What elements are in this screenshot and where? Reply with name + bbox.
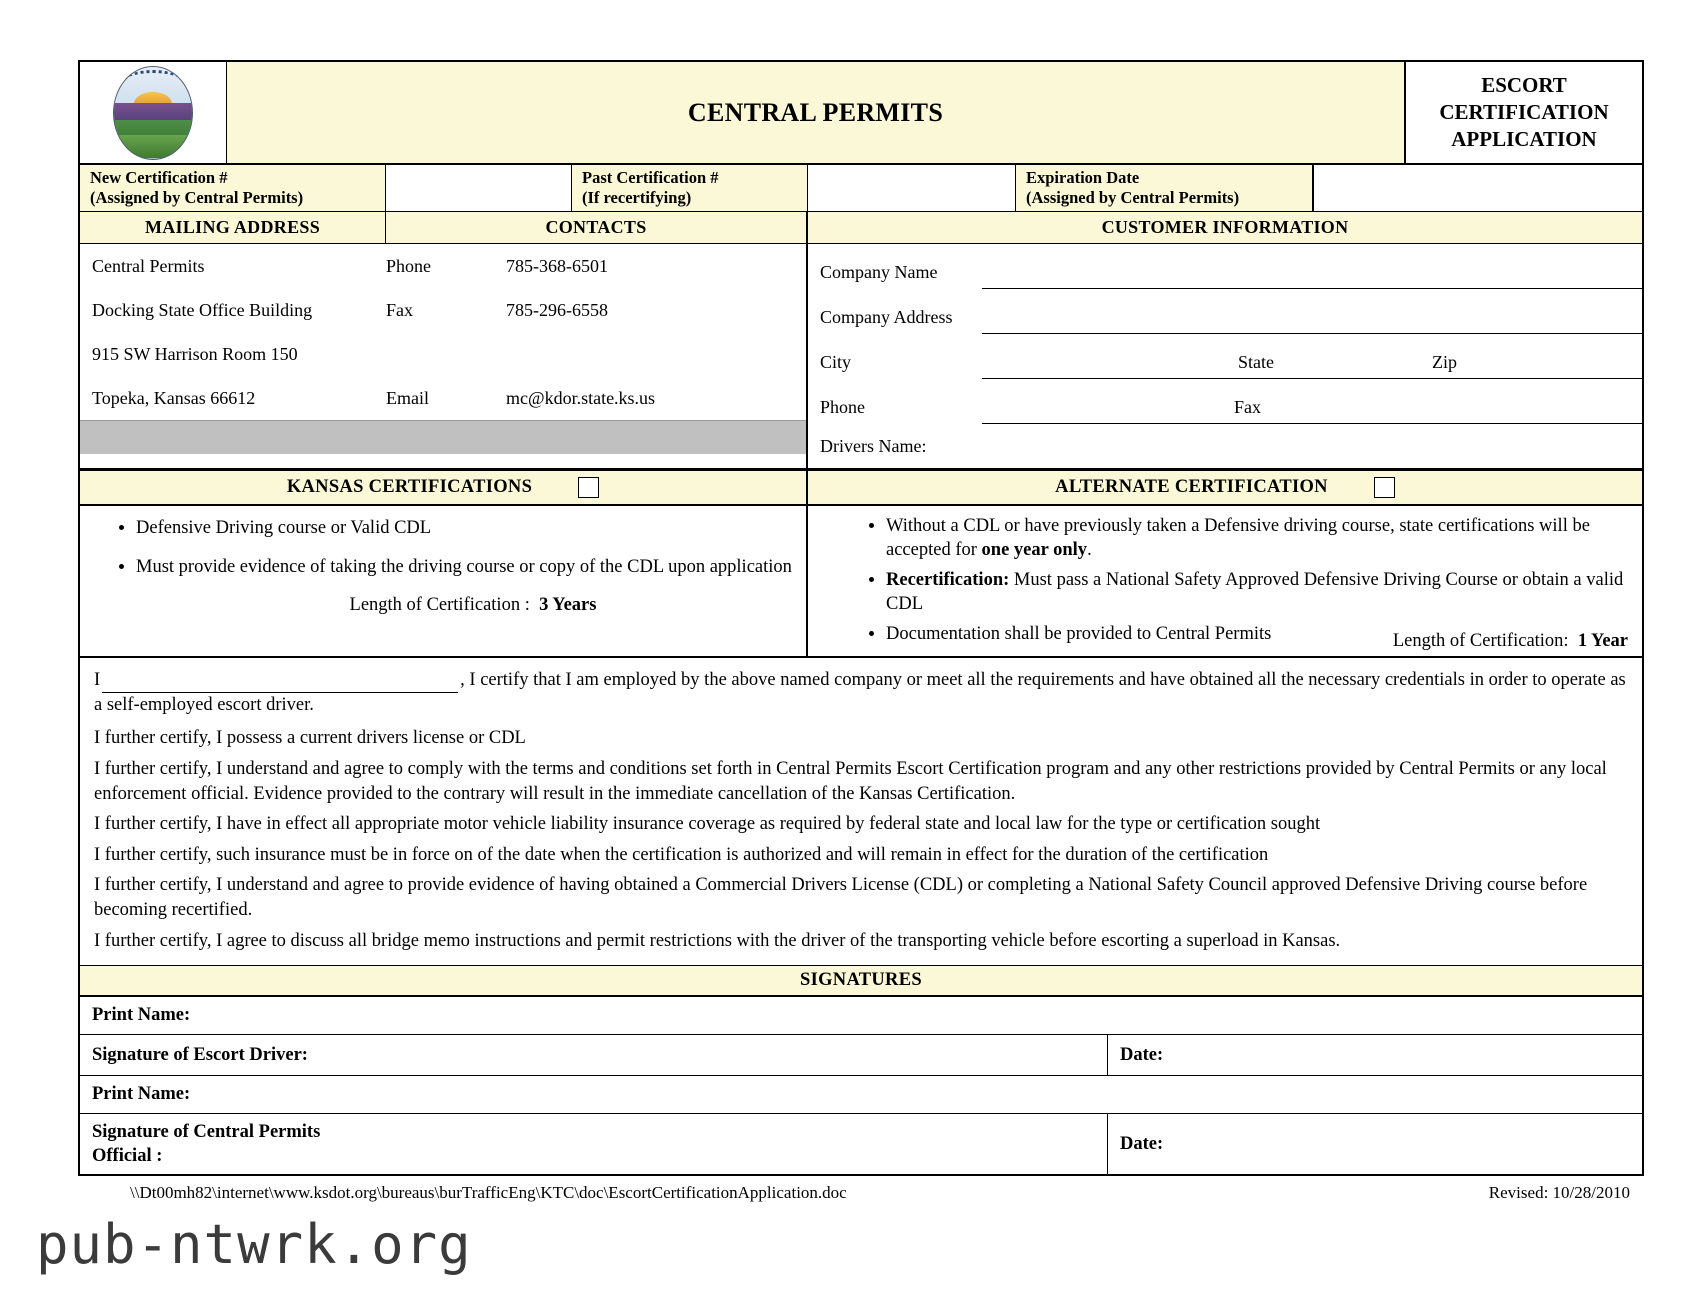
print-name-1-label[interactable]: Print Name: — [92, 1005, 191, 1026]
page-title: CENTRAL PERMITS — [687, 97, 944, 127]
certification-numbers-row — [80, 165, 1642, 212]
footer-revised-date: Revised: 10/28/2010 — [1488, 1183, 1630, 1202]
customer-company-address-row — [808, 289, 1642, 334]
list-item — [886, 514, 1630, 562]
signatures-section-title: SIGNATURES — [80, 966, 1642, 997]
gray-spacer-strip — [80, 420, 806, 454]
contact-label-phone: Phone — [386, 255, 431, 276]
header-document-type — [1406, 62, 1642, 163]
list-item: • Must provide evidence of taking the driving course or copy of the CDL upon application — [136, 555, 794, 579]
contact-label-fax: Fax — [386, 299, 413, 320]
mailing-line-4: Topeka, Kansas 66612 — [92, 387, 256, 408]
certification-statements — [80, 658, 1642, 966]
alt-bullet-3-pre: Documentation shall be provided to Central Permits — [886, 624, 1272, 645]
kansas-certifications-header — [80, 471, 808, 504]
expiration-date-label-line2: (Assigned by Central Permits) — [1026, 188, 1240, 207]
section-title-mailing-address: MAILING ADDRESS — [80, 212, 386, 243]
customer-phone-label: Phone — [820, 397, 865, 417]
certify-p1-post: , I certify that I am employed by the above named company or meet all the requirements and have obtained all the necessary credentials in order to operate as a self-employed escort driver. — [94, 670, 1626, 715]
alternate-certification-title: ALTERNATE CERTIFICATION — [1055, 477, 1328, 497]
table-row — [80, 1035, 1642, 1076]
contact-label-email: Email — [386, 387, 429, 408]
alternate-certification-bullets — [842, 514, 1630, 646]
info-line-3 — [80, 332, 806, 376]
customer-phone-fax-inputs[interactable] — [982, 379, 1642, 424]
info-line-2 — [80, 288, 806, 332]
company-name-input[interactable] — [982, 244, 1642, 289]
table-row — [80, 1076, 1642, 1114]
customer-information-fields — [808, 244, 1642, 468]
customer-city-state-zip-row — [808, 334, 1642, 379]
new-certification-label-cell — [80, 165, 386, 211]
doc-type-line-3: APPLICATION — [1451, 126, 1597, 151]
certify-paragraph-1 — [94, 668, 1628, 717]
certification-bodies-row — [80, 506, 1642, 658]
certification-headers-row — [80, 470, 1642, 506]
certify-paragraph-4: I further certify, I have in effect all appropriate motor vehicle liability insurance coverage as required by federal state and local law for the type or certification sought — [94, 814, 1321, 835]
kansas-certifications-title: KANSAS CERTIFICATIONS — [286, 477, 533, 497]
certify-paragraph-3: I further certify, I understand and agree to comply with the terms and conditions set forth in Central Permits Escort Certification program and any other restrictions provided by Central Permits or any local enforcement official. Evidence provided to the contrary will result in the immediate cancellation of the Kansas Certification. — [94, 759, 1607, 804]
customer-company-name-row — [808, 244, 1642, 289]
alternate-certification-checkbox[interactable] — [1374, 477, 1395, 498]
section-title-contacts: CONTACTS — [386, 212, 808, 243]
contact-value-fax: 785-296-6558 — [506, 299, 608, 320]
alternate-certification-body — [808, 506, 1642, 656]
info-line-1 — [80, 244, 806, 288]
footer-file-path: \\Dt00mh82\internet\www.ksdot.org\bureaus\burTrafficEng\KTC\doc\EscortCertificationApplication.doc — [130, 1183, 847, 1202]
table-row — [80, 997, 1642, 1035]
alternate-length-label: Length of Certification: — [1392, 631, 1569, 652]
print-name-2-label[interactable]: Print Name: — [92, 1084, 191, 1105]
contact-value-phone: 785-368-6501 — [506, 255, 608, 276]
signature-official-line-1: Signature of Central Permits — [92, 1122, 321, 1143]
kansas-certifications-body — [80, 506, 808, 656]
kansas-length-label: Length of Certification : — [349, 595, 530, 616]
watermark: pub-ntwrk.org — [36, 1213, 472, 1276]
alt-bullet-2-bold: Recertification: — [886, 570, 1010, 591]
company-address-label: Company Address — [820, 307, 953, 327]
zip-label: Zip — [1432, 352, 1457, 372]
new-certification-input[interactable] — [386, 165, 572, 211]
expiration-date-label-line1: Expiration Date — [1026, 167, 1140, 187]
signature-official-line-2: Official : — [92, 1146, 163, 1167]
alternate-length-value: 1 Year — [1577, 631, 1628, 652]
section-titles-row — [80, 212, 1642, 244]
contact-value-email: mc@kdor.state.ks.us — [506, 387, 656, 408]
past-certification-label-line1: Past Certification # — [582, 167, 719, 187]
signature-escort-driver-label[interactable]: Signature of Escort Driver: — [80, 1035, 1108, 1075]
escort-certification-form — [78, 60, 1644, 1176]
info-line-4 — [80, 376, 806, 420]
mailing-line-1: Central Permits — [92, 255, 205, 276]
alt-bullet-2-post: Must pass a National Safety Approved Defensive Driving Course or obtain a valid CDL — [886, 570, 1624, 615]
customer-phone-fax-row — [808, 379, 1642, 424]
expiration-date-label-cell — [1016, 165, 1314, 211]
drivers-name-label: Drivers Name: — [820, 435, 927, 456]
signature-official-label[interactable] — [80, 1114, 1108, 1174]
kansas-certifications-bullets — [92, 516, 794, 579]
certify-p1-pre: I — [94, 670, 101, 691]
certify-paragraph-5: I further certify, such insurance must be in force on of the date when the certification is authorized and will remain in effect for the duration of the certification — [94, 844, 1269, 865]
section-title-customer-information: CUSTOMER INFORMATION — [808, 212, 1642, 243]
city-state-zip-inputs[interactable] — [982, 334, 1642, 379]
date-escort-driver-label[interactable]: Date: — [1120, 1044, 1164, 1065]
certify-paragraph-7: I further certify, I agree to discuss all bridge memo instructions and permit restrictions with the driver of the transporting vehicle before escorting a superload in Kansas. — [94, 930, 1341, 951]
kansas-length-of-certification — [92, 595, 794, 616]
certify-paragraph-2: I further certify, I possess a current drivers license or CDL — [94, 728, 526, 749]
past-certification-label-line2: (If recertifying) — [582, 188, 692, 207]
alt-bullet-1-post: . — [1087, 540, 1092, 561]
alt-bullet-1-bold: one year only — [981, 540, 1088, 561]
customer-fax-label: Fax — [1234, 397, 1261, 417]
expiration-date-input[interactable] — [1314, 165, 1642, 211]
past-certification-label-cell — [572, 165, 808, 211]
mailing-line-2: Docking State Office Building — [92, 299, 313, 320]
applicant-name-blank-input[interactable] — [102, 676, 458, 693]
alternate-length-of-certification — [1393, 631, 1628, 652]
mailing-line-3: 915 SW Harrison Room 150 — [92, 343, 298, 364]
seal-cell — [80, 62, 227, 163]
past-certification-input[interactable] — [808, 165, 1016, 211]
date-official-label[interactable]: Date: — [1120, 1133, 1164, 1154]
new-certification-label-line2: (Assigned by Central Permits) — [90, 188, 304, 207]
mailing-and-contacts — [80, 244, 808, 468]
company-name-label: Company Name — [820, 262, 938, 282]
kansas-length-value: 3 Years — [539, 595, 597, 616]
table-row — [80, 1114, 1642, 1174]
list-item: • Defensive Driving course or Valid CDL — [136, 516, 794, 540]
document-footer — [78, 1183, 1644, 1203]
city-label: City — [820, 352, 852, 372]
information-area — [80, 244, 1642, 470]
new-certification-label-line1: New Certification # — [90, 167, 228, 187]
alt-bullet-1-pre: Without a CDL or have previously taken a Defensive driving course, state certifications will be accepted for — [886, 516, 1590, 561]
list-item — [886, 568, 1630, 616]
certify-paragraph-6: I further certify, I understand and agree to provide evidence of having obtained a Commercial Drivers License (CDL) or completing a National Safety Council approved Defensive Driving course before becoming recertified. — [94, 875, 1588, 920]
doc-type-line-2: CERTIFICATION — [1439, 100, 1609, 125]
doc-type-line-1: ESCORT — [1481, 73, 1567, 98]
company-address-input[interactable] — [982, 289, 1642, 334]
header-title-cell — [227, 62, 1406, 163]
kansas-state-seal-icon — [113, 66, 193, 160]
alternate-certification-header — [808, 471, 1642, 504]
customer-drivers-name-row — [808, 424, 1642, 468]
form-header — [80, 62, 1642, 165]
state-label: State — [1238, 352, 1274, 372]
kansas-certifications-checkbox[interactable] — [578, 477, 599, 498]
